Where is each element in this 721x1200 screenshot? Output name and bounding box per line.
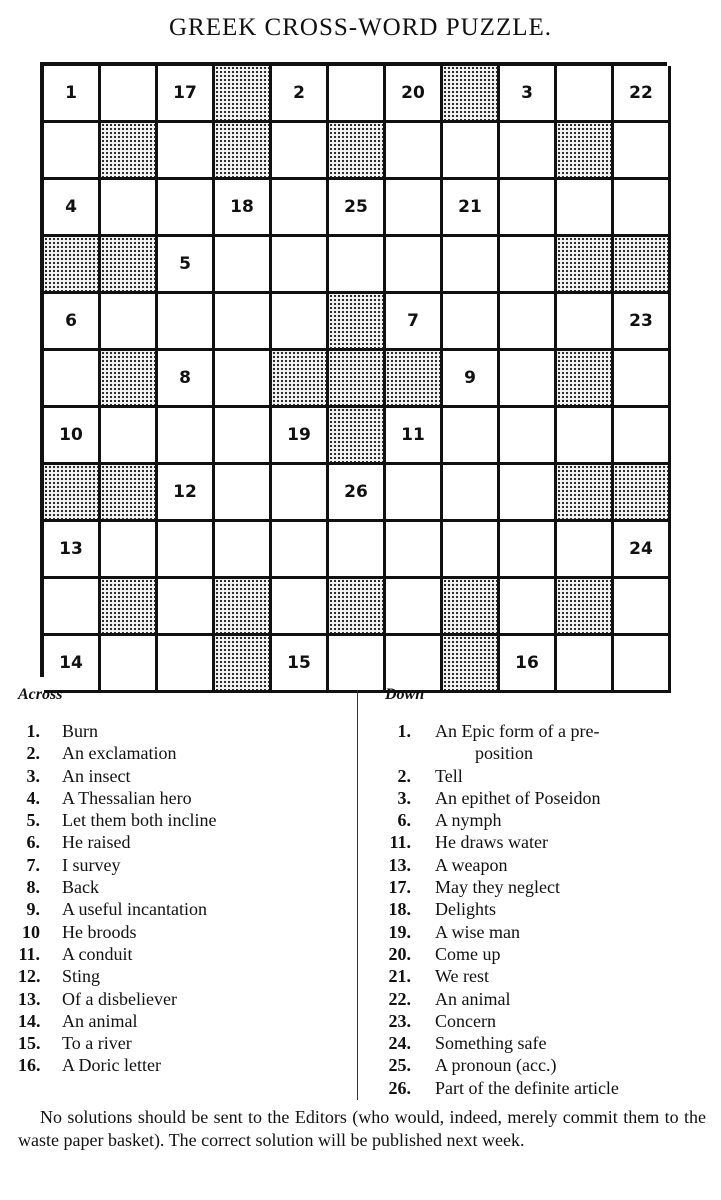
clue-text — [435, 809, 705, 831]
grid-cell — [272, 294, 329, 351]
clue-number: 22 — [629, 83, 653, 103]
clue-text — [62, 854, 120, 876]
grid-cell — [443, 237, 500, 294]
down-clue — [385, 921, 710, 943]
clue-text-main: He draws water — [435, 832, 548, 853]
clue-text — [62, 1010, 137, 1032]
clue-text-main: An epithet of Poseidon — [435, 787, 601, 808]
grid-cell — [158, 294, 215, 351]
clue-text — [435, 831, 705, 853]
grid-cell — [215, 408, 272, 465]
clue-text — [435, 1010, 705, 1032]
clue-number: 24 — [629, 539, 653, 559]
grid-cell-shaded — [101, 579, 158, 636]
across-clue — [18, 787, 216, 809]
grid-cell — [329, 237, 386, 294]
grid-cell-shaded — [443, 579, 500, 636]
clue-text-main: An animal — [62, 1010, 138, 1031]
across-clue — [18, 742, 216, 764]
grid-cell — [557, 180, 614, 237]
grid-cell — [101, 522, 158, 579]
grid-cell-shaded — [329, 408, 386, 465]
grid-cell — [500, 123, 557, 180]
clue-number: 14 — [59, 653, 83, 673]
grid-cell — [272, 237, 329, 294]
clue-number: 21. — [388, 966, 411, 987]
clue-number: 12. — [18, 966, 41, 987]
clue-text-main: An Epic form of a pre- — [435, 721, 600, 741]
clue-number: 7. — [26, 854, 40, 875]
grid-cell — [386, 465, 443, 522]
across-clue — [18, 854, 216, 876]
down-clue — [385, 1077, 710, 1099]
clue-number: 3. — [26, 765, 40, 786]
clue-number: 2 — [293, 83, 305, 103]
across-clue — [18, 943, 216, 965]
clue-number: 10 — [59, 425, 83, 445]
clue-text — [435, 1077, 705, 1099]
clue-text — [62, 921, 137, 943]
grid-cell — [215, 294, 272, 351]
grid-cell — [215, 237, 272, 294]
grid-cell-shaded — [272, 351, 329, 408]
grid-cell — [614, 636, 671, 693]
grid-cell-shaded — [386, 351, 443, 408]
grid-cell — [386, 522, 443, 579]
grid-cell — [557, 294, 614, 351]
clue-text — [62, 943, 133, 965]
clue-text-main: Concern — [435, 1010, 496, 1031]
clue-number: 16. — [18, 1055, 41, 1076]
grid-cell — [158, 522, 215, 579]
clue-number: 3 — [521, 83, 533, 103]
clue-text-main: I survey — [62, 854, 121, 875]
grid-cell — [158, 237, 215, 294]
grid-cell — [386, 636, 443, 693]
clue-number: 14. — [18, 1010, 41, 1031]
clue-text-main: Back — [62, 877, 99, 898]
clue-number: 21 — [458, 197, 482, 217]
clue-text — [62, 765, 130, 787]
clue-number: 1. — [397, 721, 411, 741]
clue-number: 12 — [173, 482, 197, 502]
grid-cell-shaded — [101, 237, 158, 294]
grid-cell — [500, 237, 557, 294]
grid-cell-shaded — [557, 351, 614, 408]
clue-text-main: An insect — [62, 765, 131, 786]
grid-cell-shaded — [443, 66, 500, 123]
grid-cell — [158, 180, 215, 237]
across-clue — [18, 876, 216, 898]
clue-number: 8 — [179, 368, 191, 388]
clue-number: 8. — [26, 877, 40, 898]
clue-number: 9 — [464, 368, 476, 388]
grid-cell — [557, 522, 614, 579]
grid-cell-shaded — [215, 579, 272, 636]
down-clue — [385, 1054, 710, 1076]
grid-cell — [101, 66, 158, 123]
clue-number: 10 — [22, 921, 40, 942]
page-title: GREEK CROSS-WORD PUZZLE. — [168, 14, 553, 41]
grid-cell — [614, 294, 671, 351]
grid-cell — [158, 123, 215, 180]
grid-cell — [158, 465, 215, 522]
clue-number: 24. — [388, 1033, 411, 1054]
grid-cell — [215, 522, 272, 579]
clue-number: 11. — [389, 832, 411, 853]
clue-number: 2. — [26, 743, 40, 764]
grid-cell — [500, 522, 557, 579]
clue-number: 23. — [388, 1010, 411, 1031]
clue-text-main: An animal — [435, 988, 511, 1009]
grid-cell — [329, 465, 386, 522]
clue-number: 25. — [388, 1055, 411, 1076]
grid-cell — [158, 579, 215, 636]
grid-cell — [329, 636, 386, 693]
clue-text-main: Let them both incline — [62, 810, 217, 831]
clue-number: 18. — [388, 899, 411, 920]
clue-text — [62, 965, 100, 987]
across-heading: Across — [18, 686, 63, 703]
grid-cell — [443, 180, 500, 237]
clue-number: 13 — [59, 539, 83, 559]
grid-cell — [158, 636, 215, 693]
grid-cell — [386, 294, 443, 351]
grid-cell — [272, 522, 329, 579]
clue-number: 11. — [18, 943, 40, 964]
across-clue — [18, 720, 216, 742]
grid-cell-shaded — [443, 636, 500, 693]
clue-text — [62, 720, 98, 742]
grid-cell — [101, 636, 158, 693]
grid-cell-shaded — [101, 465, 158, 522]
grid-cell — [215, 351, 272, 408]
crossword-grid — [40, 62, 667, 677]
grid-cell — [44, 636, 101, 693]
grid-cell-shaded — [329, 294, 386, 351]
grid-cell — [500, 294, 557, 351]
clue-text-main: Tell — [435, 765, 463, 786]
clue-number: 6. — [26, 832, 40, 853]
down-clue — [385, 988, 710, 1010]
grid-cell-shaded — [101, 123, 158, 180]
clue-text-main: Part of the definite article — [435, 1077, 619, 1098]
clue-number: 17. — [388, 877, 411, 898]
grid-cell — [386, 123, 443, 180]
across-clue — [18, 1032, 216, 1054]
grid-cell — [443, 351, 500, 408]
grid-cell-shaded — [557, 123, 614, 180]
clue-number: 5 — [179, 254, 191, 274]
grid-cell — [500, 66, 557, 123]
across-clue — [18, 898, 216, 920]
clue-number: 20. — [388, 943, 411, 964]
clue-text — [62, 988, 177, 1010]
clue-text-main: Delights — [435, 899, 496, 920]
grid-cell-shaded — [44, 465, 101, 522]
clue-number: 15. — [18, 1033, 41, 1054]
across-clue — [18, 1054, 216, 1076]
clue-text — [435, 943, 705, 965]
grid-cell — [158, 408, 215, 465]
grid-cell-shaded — [215, 123, 272, 180]
grid-cell — [500, 465, 557, 522]
down-clue — [385, 1032, 710, 1054]
across-clue — [18, 921, 216, 943]
clue-text-main: We rest — [435, 966, 490, 987]
across-clue — [18, 831, 216, 853]
clue-text-continued: position — [475, 743, 534, 764]
editor-note — [18, 1106, 706, 1152]
clue-text — [62, 809, 216, 831]
clue-text-main: A Doric letter — [62, 1055, 161, 1076]
grid-cell — [386, 180, 443, 237]
clue-number: 1 — [65, 83, 77, 103]
grid-cell — [272, 180, 329, 237]
clue-text-main: An exclamation — [62, 743, 177, 764]
grid-cell — [272, 123, 329, 180]
grid-cell — [386, 579, 443, 636]
clue-number: 25 — [344, 197, 368, 217]
grid-cell — [44, 294, 101, 351]
clue-text-main: A useful incantation — [62, 899, 207, 920]
clue-number: 7 — [407, 311, 419, 331]
grid-cell — [557, 636, 614, 693]
grid-cell-shaded — [215, 636, 272, 693]
clue-text-main: Of a disbeliever — [62, 988, 177, 1009]
clue-text-main: Burn — [62, 721, 98, 741]
down-clue — [385, 831, 710, 853]
clue-text — [435, 854, 705, 876]
clue-number: 22. — [388, 988, 411, 1009]
down-clue — [385, 898, 710, 920]
grid-cell — [500, 579, 557, 636]
grid-cell — [557, 66, 614, 123]
clue-number: 19. — [388, 921, 411, 942]
clue-text-main: May they neglect — [435, 877, 560, 898]
clue-number: 3. — [397, 787, 411, 808]
down-clue — [385, 809, 710, 831]
clue-number: 1. — [26, 721, 40, 741]
clue-number: 26. — [388, 1077, 411, 1098]
down-clue — [385, 854, 710, 876]
grid-cell — [44, 180, 101, 237]
clue-text-main: A wise man — [435, 921, 520, 942]
grid-cell — [443, 465, 500, 522]
clue-text — [435, 921, 705, 943]
grid-cell — [443, 294, 500, 351]
grid-cell — [329, 66, 386, 123]
grid-cell-shaded — [329, 123, 386, 180]
clue-text-main: Something safe — [435, 1033, 547, 1054]
grid-cell — [101, 180, 158, 237]
clue-text-main: To a river — [62, 1033, 132, 1054]
grid-cell-shaded — [101, 351, 158, 408]
grid-cell-shaded — [44, 237, 101, 294]
clue-text — [62, 876, 99, 898]
grid-cell — [44, 123, 101, 180]
grid-cell — [272, 636, 329, 693]
clue-text — [62, 787, 192, 809]
clue-number: 16 — [515, 653, 539, 673]
down-clue — [385, 1010, 710, 1032]
grid-cell — [443, 522, 500, 579]
clue-number: 23 — [629, 311, 653, 331]
grid-cell — [614, 579, 671, 636]
down-clue — [385, 965, 710, 987]
clue-number: 20 — [401, 83, 425, 103]
grid-cell — [272, 66, 329, 123]
clue-text-main: A conduit — [62, 943, 133, 964]
down-clue — [385, 765, 710, 787]
grid-cell — [329, 522, 386, 579]
clue-text-main: Sting — [62, 966, 101, 987]
clue-text-main: A weapon — [435, 854, 508, 875]
clue-number: 4. — [26, 787, 40, 808]
clue-text — [62, 898, 207, 920]
clue-number: 17 — [173, 83, 197, 103]
clue-number: 13. — [18, 988, 41, 1009]
grid-cell — [386, 408, 443, 465]
clue-number: 4 — [65, 197, 77, 217]
across-clue — [18, 988, 216, 1010]
grid-cell-shaded — [557, 579, 614, 636]
clue-number: 11 — [401, 425, 425, 445]
clue-number: 9. — [26, 899, 40, 920]
clue-text-main: A nymph — [435, 810, 502, 831]
across-clue — [18, 1010, 216, 1032]
across-clue — [18, 809, 216, 831]
clue-text — [435, 1032, 705, 1054]
grid-cell — [44, 408, 101, 465]
grid-cell — [557, 408, 614, 465]
clue-text-main: He broods — [62, 921, 137, 942]
clue-number: 5. — [26, 810, 40, 831]
grid-cell — [443, 408, 500, 465]
clue-number: 6. — [397, 810, 411, 831]
grid-cell — [614, 522, 671, 579]
down-clue — [385, 720, 710, 765]
grid-cell — [614, 408, 671, 465]
grid-cell — [614, 351, 671, 408]
clue-number: 2. — [397, 765, 411, 786]
down-clues — [385, 720, 710, 1099]
clue-text — [435, 765, 705, 787]
grid-cell — [215, 180, 272, 237]
column-divider — [357, 690, 358, 1100]
clue-text — [62, 1054, 161, 1076]
grid-cell — [101, 408, 158, 465]
clue-text-main: He raised — [62, 832, 131, 853]
grid-cell — [272, 579, 329, 636]
clue-text — [435, 898, 705, 920]
grid-cell — [614, 123, 671, 180]
grid-cell-shaded — [614, 237, 671, 294]
editor-note-text: No solutions should be sent to the Editors (who would, indeed, merely commit them to the waste paper basket). The correct solution will be published next week. — [18, 1107, 706, 1150]
grid-cell — [44, 351, 101, 408]
clue-number: 15 — [287, 653, 311, 673]
clue-number: 13. — [388, 854, 411, 875]
across-clues — [18, 720, 216, 1077]
clue-text — [435, 720, 705, 765]
grid-cell — [158, 66, 215, 123]
clue-number: 18 — [230, 197, 254, 217]
clue-text-main: A pronoun (acc.) — [435, 1055, 557, 1076]
clue-number: 26 — [344, 482, 368, 502]
clue-number: 19 — [287, 425, 311, 445]
down-clue — [385, 876, 710, 898]
clue-text-main: Come up — [435, 943, 501, 964]
clue-text — [435, 965, 705, 987]
grid-cell-shaded — [215, 66, 272, 123]
grid-cell — [44, 66, 101, 123]
grid-cell — [101, 294, 158, 351]
grid-cell — [500, 636, 557, 693]
across-clue — [18, 765, 216, 787]
grid-cell — [500, 180, 557, 237]
grid-cell — [500, 408, 557, 465]
grid-cell — [215, 465, 272, 522]
grid-cell — [614, 66, 671, 123]
grid-cell — [614, 180, 671, 237]
down-heading: Down — [385, 686, 425, 703]
grid-cell-shaded — [614, 465, 671, 522]
clue-text — [62, 831, 130, 853]
clue-text — [435, 787, 705, 809]
grid-cell-shaded — [329, 351, 386, 408]
clue-text — [435, 876, 705, 898]
clue-text-main: A Thessalian hero — [62, 787, 192, 808]
grid-cell-shaded — [557, 465, 614, 522]
grid-cell — [272, 408, 329, 465]
grid-cell-shaded — [329, 579, 386, 636]
clue-number: 6 — [65, 311, 77, 331]
grid-cell — [500, 351, 557, 408]
clue-text — [62, 1032, 132, 1054]
grid-cell — [329, 180, 386, 237]
grid-cell — [443, 123, 500, 180]
down-clue — [385, 943, 710, 965]
grid-cell — [272, 465, 329, 522]
clue-text — [435, 988, 705, 1010]
grid-cell — [386, 66, 443, 123]
grid-cell — [44, 579, 101, 636]
grid-cell-shaded — [557, 237, 614, 294]
grid-cell — [44, 522, 101, 579]
across-clue — [18, 965, 216, 987]
clue-text — [62, 742, 176, 764]
down-clue — [385, 787, 710, 809]
grid-cell — [158, 351, 215, 408]
clue-text — [435, 1054, 705, 1076]
grid-cell — [386, 237, 443, 294]
